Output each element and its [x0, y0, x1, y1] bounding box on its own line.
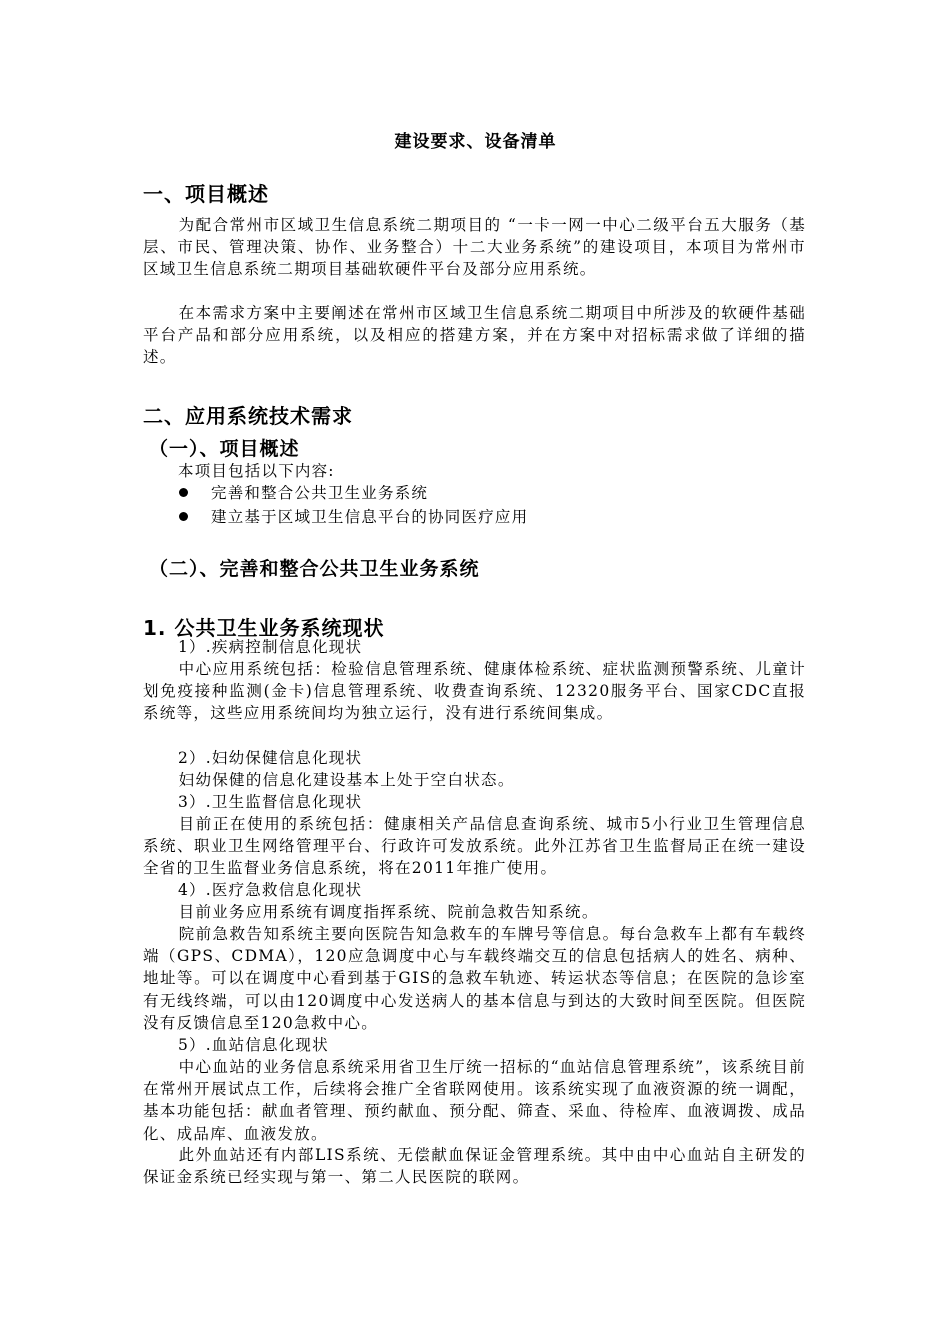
- subitem-text-blood-station-2: 此外血站还有内部LIS系统、无偿献血保证金管理系统。其中由中心血站自主研发的保证金系统已经实现与第一、第二人民医院的联网。: [143, 1146, 806, 1187]
- subitem-text-disease-control: 中心应用系统包括：检验信息管理系统、健康体检系统、症状监测预警系统、儿童计划免疫接种监测(金卡)信息管理系统、收费查询系统、12320服务平台、国家CDC直报系统等，这些应用系统间均为独立运行，没有进行系统间集成。: [143, 660, 806, 723]
- list-item: 建立基于区域卫生信息平台的协同医疗应用: [179, 506, 528, 528]
- subitem-text-health-supervision: 目前正在使用的系统包括：健康相关产品信息查询系统、城市5小行业卫生管理信息系统、职业卫生网络管理平台、行政许可发放系统。此外江苏省卫生监督局正在统一建设全省的卫生监督业务信息系统，将在2011年推广使用。: [143, 815, 806, 878]
- subsection-heading-public-health: （二）、完善和整合公共卫生业务系统: [149, 558, 480, 580]
- subitem-text-emergency-1: 目前业务应用系统有调度指挥系统、院前急救告知系统。: [178, 903, 599, 921]
- subitem-text-emergency-2: 院前急救告知系统主要向医院告知急救车的车牌号等信息。每台急救车上都有车载终端（GPS、CDMA），120应急调度中心与车载终端交互的信息包括病人的姓名、病种、地址等。可以在调度中心看到基于GIS的急救车轨迹、转运状态等信息；在医院的急诊室有无线终端，可以由120调度中心发送病人的基本信息与到达的大致时间至医院。但医院没有反馈信息至120急救中心。: [143, 925, 806, 1032]
- overview-paragraph-2: 在本需求方案中主要阐述在常州市区域卫生信息系统二期项目中所涉及的软硬件基础平台产品和部分应用系统，以及相应的搭建方案，并在方案中对招标需求做了详细的描述。: [143, 304, 806, 367]
- item-heading-status: 1. 公共卫生业务系统现状: [143, 616, 385, 640]
- subsection-heading-overview: （一）、项目概述: [149, 438, 300, 460]
- subitem-title-emergency: 4）.医疗急救信息化现状: [178, 881, 363, 899]
- document-title: 建设要求、设备清单: [394, 132, 557, 152]
- subitem-title-blood-station: 5）.血站信息化现状: [178, 1036, 329, 1054]
- subitem-title-maternal-child: 2）.妇幼保健信息化现状: [178, 749, 363, 767]
- section-heading-overview: 一、项目概述: [143, 182, 269, 206]
- bullet-icon: [179, 488, 188, 497]
- list-item: 完善和整合公共卫生业务系统: [179, 482, 428, 504]
- subitem-text-blood-station-1: 中心血站的业务信息系统采用省卫生厅统一招标的“血站信息管理系统”，该系统目前在常州开展试点工作，后续将会推广全省联网使用。该系统实现了血液资源的统一调配，基本功能包括：献血者管理、预约献血、预分配、筛查、采血、待检库、血液调拨、成品化、成品库、血液发放。: [143, 1058, 806, 1143]
- overview-paragraph-1: 为配合常州市区域卫生信息系统二期项目的 “一卡一网一中心二级平台五大服务（基层、市民、管理决策、协作、业务整合）十二大业务系统”的建设项目，本项目为常州市区域卫生信息系统二期项目基础软硬件平台及部分应用系统。: [143, 216, 806, 279]
- section-heading-tech-requirements: 二、应用系统技术需求: [143, 404, 353, 428]
- subsection-intro: 本项目包括以下内容:: [178, 462, 335, 480]
- subitem-title-health-supervision: 3）.卫生监督信息化现状: [178, 793, 363, 811]
- bullet-icon: [179, 512, 188, 521]
- subitem-title-disease-control: 1）.疾病控制信息化现状: [178, 638, 363, 656]
- subitem-text-maternal-child: 妇幼保健的信息化建设基本上处于空白状态。: [178, 771, 515, 789]
